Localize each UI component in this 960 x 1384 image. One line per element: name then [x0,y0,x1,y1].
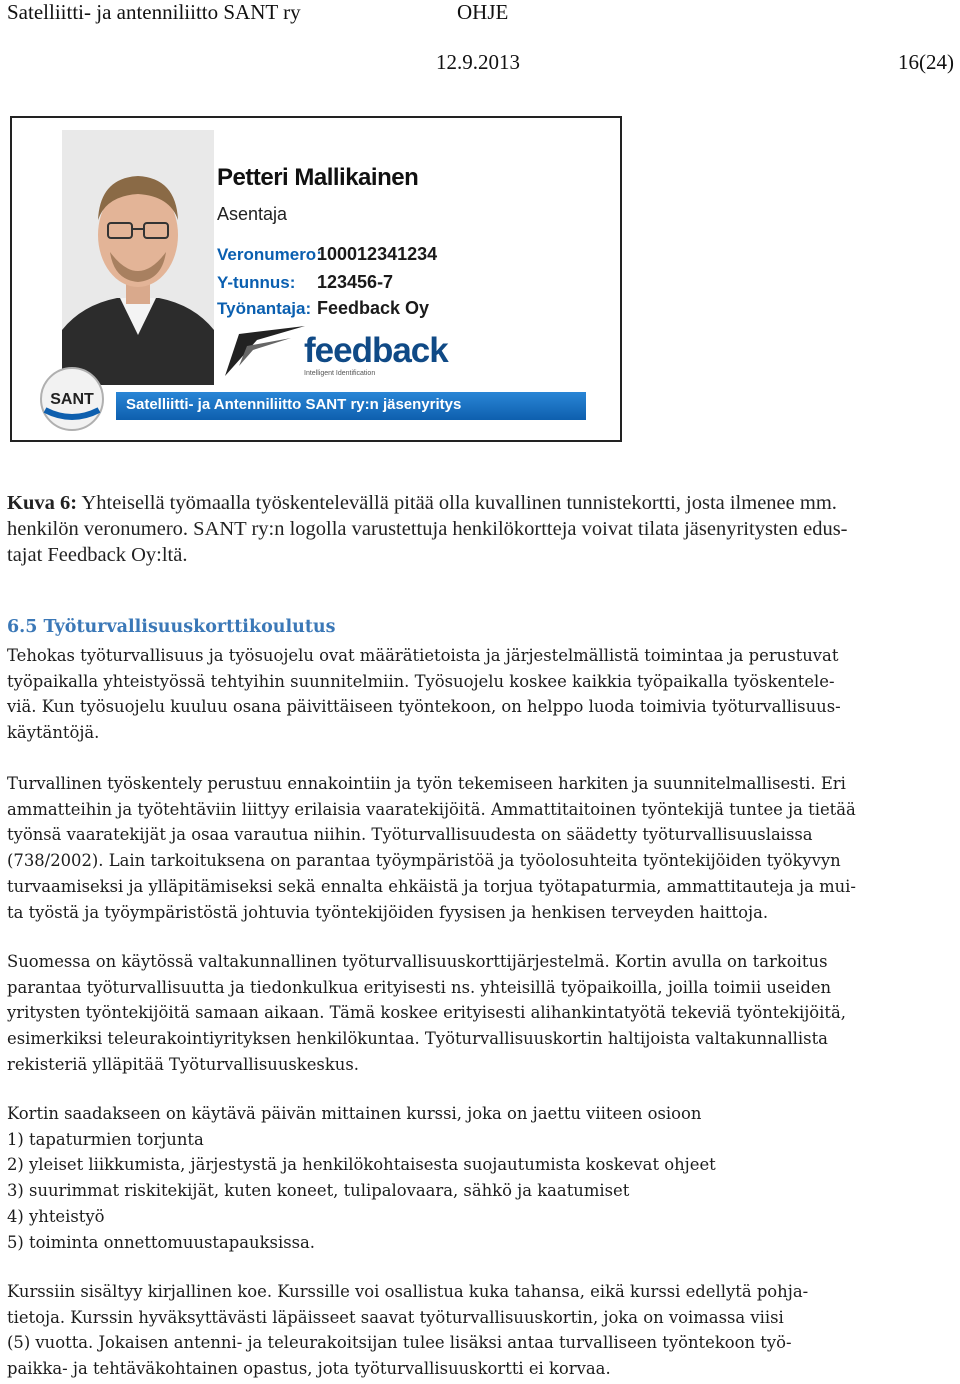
sant-logo [39,366,105,432]
feedback-logo: feedback [304,331,448,370]
figure-caption [7,490,957,568]
card-field-value-tax-number: 100012341234 [317,244,438,264]
text-line: käytäntöjä. [7,723,100,743]
text-line: rekisteriä ylläpitää Työturvallisuuskeskus. [7,1054,359,1074]
list-item: 5) toiminta onnettomuustapauksissa. [7,1232,315,1252]
text-line: työpaikalla yhteistyössä tehtyihin suunnitelmiin. Työsuojelu koskee kaikkia työpaikalla työskentele- [7,671,835,691]
card-holder-name: Petteri Mallikainen [217,164,419,191]
list-item: 3) suurimmat riskitekijät, kuten koneet, tulipalovaara, sähkö ja kaatumiset [7,1181,630,1201]
header-organization: Satelliitti- ja antenniliitto SANT ry [7,0,301,24]
text-line: tietoja. Kurssin hyväksyttävästi läpäisseet saavat työturvallisuuskortin, joka on voimassa viisi [7,1307,784,1327]
text-line: yritysten työntekijöitä samaan aikaan. Tämä koskee erityisesti alihankintatyötä tekeviä työntekijöitä, [7,1003,846,1023]
card-field-label-employer: Työnantaja: [217,299,312,318]
caption-line: tajat Feedback Oy:ltä. [7,544,188,566]
text-line: paikka- ja tehtäväkohtainen opastus, jota työturvallisuuskortti ei korvaa. [7,1359,611,1379]
text-line: Kurssiin sisältyy kirjallinen koe. Kurssille voi osallistua kuka tahansa, eikä kurssi edellytä pohja- [7,1282,809,1301]
caption-line: henkilön veronumero. SANT ry:n logolla varustettuja henkilökortteja voivat tilata jäsenyritysten edus- [7,518,848,540]
id-card-figure [10,116,622,442]
text-line: Suomessa on käytössä valtakunnallinen työturvallisuuskorttijärjestelmä. Kortin avulla on tarkoitus [7,952,828,971]
text-line: (5) vuotta. Jokaisen antenni- ja teleurakoitsijan tulee lisäksi antaa turvalliseen työntekoon työ- [7,1333,792,1353]
caption-line: Yhteisellä työmaalla työskentelevällä pitää olla kuvallinen tunnistekortti, josta ilmenee mm. [81,492,837,514]
text-line: parantaa työturvallisuutta ja tiedonkulkua erityisesti ns. yhteisillä työpaikoilla, joilla toimii useiden [7,977,832,997]
card-field-label-business-id: Y-tunnus: [217,273,296,292]
text-line: (738/2002). Lain tarkoituksena on parantaa työympäristöä ja työolosuhteita työntekijöiden työkyvyn [7,851,841,871]
list-item: 2) yleiset liikkumista, järjestystä ja henkilökohtaisesta suojautumista koskevat ohjeet [7,1155,716,1175]
text-line: Turvallinen työskentely perustuu ennakointiin ja työn tekemiseen harkiten ja suunnitelmallisesti. Eri [7,774,846,793]
paragraph-exam [7,1279,957,1382]
feedback-swoosh-icon [217,316,317,386]
text-line: esimerkiksi teleurakointiyrityksen henkilökuntaa. Työturvallisuuskortin haltijoista valtakunnallista [7,1029,828,1049]
card-field-value-business-id: 123456-7 [317,272,394,292]
header-page-number: 16(24) [898,50,954,74]
text-line: ammatteihin ja työtehtäviin liittyy erilaisia vaaratekijöitä. Ammattitaitoinen työntekijä tuntee ja tietää [7,799,856,819]
caption-label: Kuva 6: [7,492,78,514]
header-document-type: OHJE [457,0,509,24]
text-line: työnsä vaaratekijät ja osaa varautua niihin. Työturvallisuudesta on säädetty työturvallisuuslaissa [7,825,813,845]
feedback-tagline: Intelligent Identification [304,370,376,377]
paragraph-course-sections [7,1101,957,1255]
paragraph-card-system [7,949,957,1078]
text-line: ta työstä ja työympäristöstä johtuvia työntekijöiden fyysisen ja henkisen terveyden haittoja. [7,902,769,922]
text-line: viä. Kun työsuojelu kuuluu osana päivittäiseen työntekoon, on helppo luoda toimivia työturvallisuus- [7,697,841,717]
card-field-label-tax-number: Veronumero: [217,245,322,264]
list-item: 1) tapaturmien torjunta [7,1129,204,1149]
member-band [116,392,586,420]
section-heading: 6.5 Työturvallisuuskorttikoulutus [7,617,336,637]
svg-text:SANT: SANT [50,391,94,408]
paragraph-intro [7,643,957,746]
text-line: Tehokas työturvallisuus ja työsuojelu ovat määrätietoista ja järjestelmällistä toimintaa ja perustuvat [7,646,839,665]
card-holder-role: Asentaja [217,204,288,224]
text-line: turvaamiseksi ja ylläpitämiseksi sekä ennalta ehkäistä ja torjua työtapaturmia, ammattitauteja ja mui- [7,876,856,896]
paragraph-safe-work [7,771,957,925]
person-photo [62,130,214,385]
list-item: 4) yhteistyö [7,1206,105,1226]
card-field-value-employer: Feedback Oy [317,298,430,318]
member-band-text: Satelliitti- ja Antenniliitto SANT ry:n jäsenyritys [126,396,462,413]
text-line: Kortin saadakseen on käytävä päivän mittainen kurssi, joka on jaettu viiteen osioon [7,1104,702,1123]
header-date: 12.9.2013 [436,50,520,74]
